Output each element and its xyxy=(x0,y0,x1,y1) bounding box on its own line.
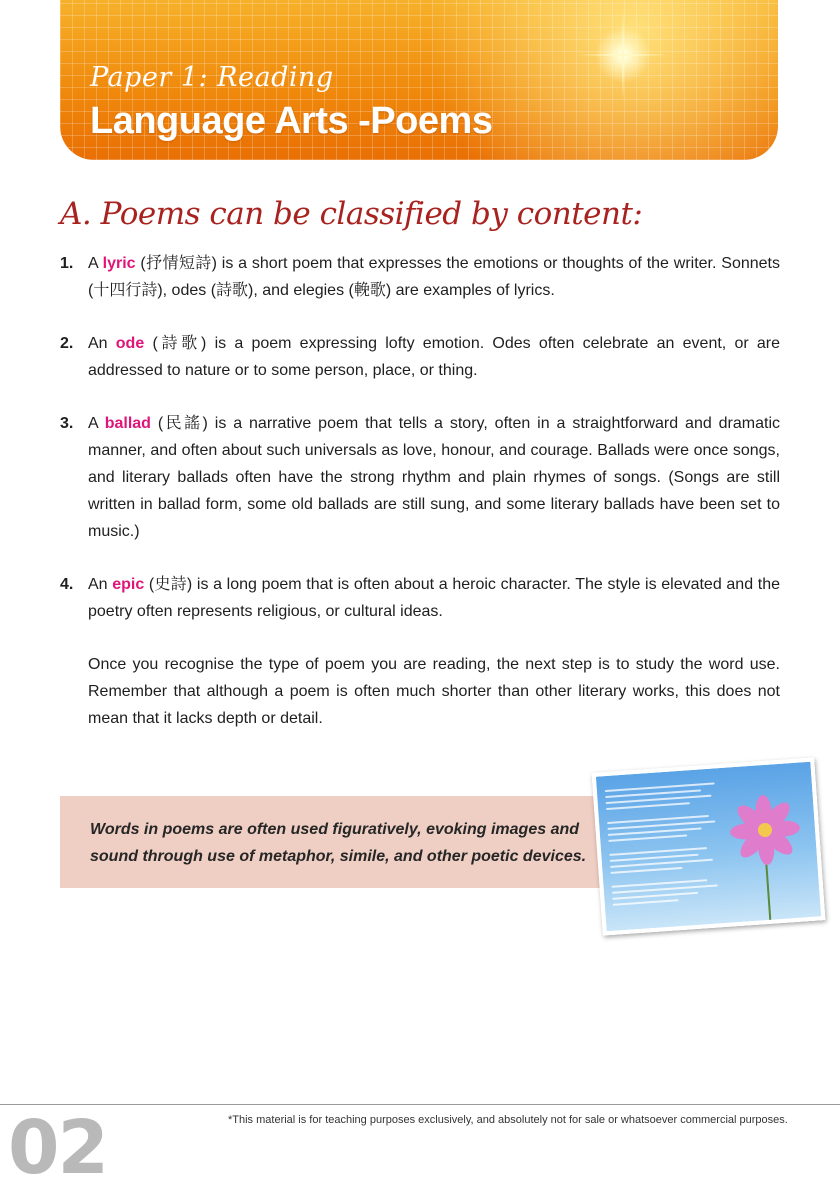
term-ballad: ballad xyxy=(104,415,151,432)
term-lyric: lyric xyxy=(102,255,136,272)
item-text-before: A xyxy=(88,415,105,432)
list-item-ode xyxy=(60,330,780,384)
callout-box xyxy=(60,796,620,888)
header-banner xyxy=(60,0,778,160)
item-number: 2. xyxy=(60,335,74,352)
list-item-epic xyxy=(60,571,780,625)
callout-text: Words in poems are often used figuratively, evoking images and sound through use of metaphor, simile, and other poetic devices. xyxy=(90,821,587,865)
closing-paragraph: Once you recognise the type of poem you are reading, the next step is to study the word use. Remember that although a poem is often much shorter than other literary works, this does not mean that it lacks depth or detail. xyxy=(88,656,780,727)
item-text-after: (詩歌) is a poem expressing lofty emotion. Odes often celebrate an event, or are addressed to nature or to some person, place, or thing. xyxy=(88,335,780,379)
item-text-after: (抒情短詩) is a short poem that expresses the emotions or thoughts of the writer. Sonnets (十四行詩), odes (詩歌), and elegies (輓歌) are examples of lyrics. xyxy=(88,255,780,299)
list-item-ballad xyxy=(60,410,780,545)
list-item-lyric xyxy=(60,250,780,304)
flower-icon xyxy=(728,793,803,868)
section-heading: A. Poems can be classified by content: xyxy=(60,196,643,232)
item-number: 3. xyxy=(60,415,74,432)
item-text-after: (民謠) is a narrative poem that tells a story, often in a straightforward and dramatic manner, and often about such universals as love, honour, and courage. Ballads were once songs, and literary ballads often have the strong rhythm and plain rhymes of songs. (Songs are still written in ballad form, some old ballads are still sung, and some literary ballads have been set to music.) xyxy=(88,415,781,540)
item-text-before: An xyxy=(88,576,113,593)
page-number: 02 xyxy=(8,1105,107,1191)
item-number: 4. xyxy=(60,576,74,593)
item-text-before: An xyxy=(88,335,116,352)
sparkle-decoration xyxy=(578,10,668,100)
footer-divider xyxy=(0,1104,840,1105)
term-epic: epic xyxy=(112,576,145,593)
flower-poem-photo xyxy=(592,757,826,935)
footer-disclaimer: *This material is for teaching purposes exclusively, and absolutely not for sale or whatsoever commercial purposes. xyxy=(228,1114,788,1126)
handwritten-poem-lines xyxy=(605,782,733,910)
item-text-before: A xyxy=(88,255,103,272)
item-number: 1. xyxy=(60,255,74,272)
term-ode: ode xyxy=(115,335,145,352)
header-subtitle: Paper 1: Reading xyxy=(90,62,334,93)
page-title: Language Arts -Poems xyxy=(90,100,493,142)
item-text-after: (史詩) is a long poem that is often about a heroic character. The style is elevated and the poetry often represents religious, or cultural ideas. xyxy=(88,576,780,620)
poem-type-list xyxy=(60,250,780,732)
